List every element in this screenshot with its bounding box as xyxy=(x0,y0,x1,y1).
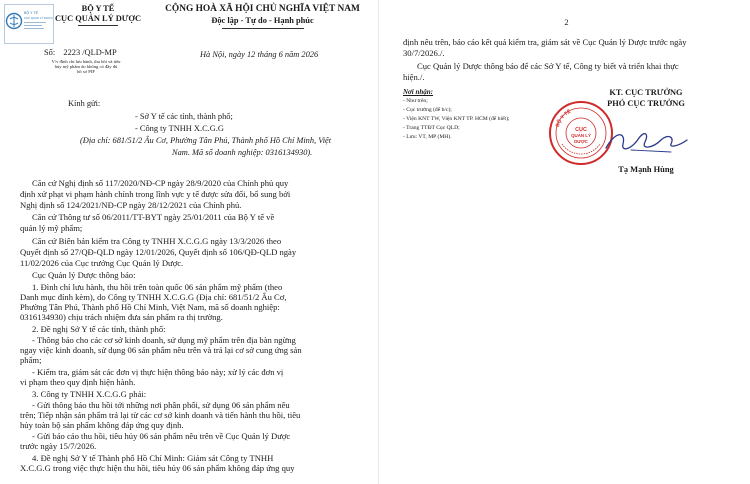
body-line: X.C.G.G trong việc thực hiện thu hồi, tiêu hủy 06 sản phẩm không đáp ứng quy xyxy=(20,463,295,473)
recipients-item: - Như trên; xyxy=(403,98,428,104)
subject-line: hủy mỹ phẩm do không có đầy đủ xyxy=(54,64,118,69)
body-line: 2. Đề nghị Sở Y tế các tỉnh, thành phố: xyxy=(32,324,166,334)
body-line: - Kiểm tra, giám sát các đơn vị thực hiện thông báo này; xử lý các đơn vị xyxy=(32,367,284,377)
body-line: 3. Công ty TNHH X.C.G.G phải: xyxy=(32,389,147,399)
svg-text:CỤC: CỤC xyxy=(575,127,587,133)
ministry-name: BỘ Y TẾ xyxy=(81,4,115,13)
recipients-item: - Viện KNT TW, Viện KNT TP. HCM (để biết); xyxy=(403,116,510,122)
body-line: - Gửi báo cáo thu hồi, tiêu hủy 06 sản phẩm nêu trên về Cục Quản lý Dược xyxy=(32,431,291,441)
svg-text:DƯỢC: DƯỢC xyxy=(574,139,588,144)
to-label: Kính gửi: xyxy=(68,99,101,108)
body-line: phẩm; xyxy=(20,355,42,365)
subject xyxy=(28,59,144,74)
signer-name: Tạ Mạnh Hùng xyxy=(618,165,674,174)
body-line: trước ngày 15/7/2026. xyxy=(20,441,97,451)
svg-text:QUẢN LÝ: QUẢN LÝ xyxy=(571,133,591,138)
recipients-item: - Trang TTĐT Cục QLD; xyxy=(403,125,460,131)
body-line: Căn cứ Nghị định số 117/2020/NĐ-CP ngày 28/9/2020 của Chính phủ quy xyxy=(32,178,289,188)
motto: Độc lập - Tự do - Hạnh phúc xyxy=(211,16,314,25)
body-line: 11/02/2026 của Cục trưởng Cục Quản lý Dược. xyxy=(20,258,184,268)
signer-title-1: KT. CỤC TRƯỞNG xyxy=(609,88,683,97)
recipients-title: Nơi nhận: xyxy=(403,88,434,96)
body-line: 0316134930) chịu trách nhiệm đưa sản phẩm ra thị trường. xyxy=(20,312,223,322)
body-line: Cục Quản lý Dược thông báo để các Sở Y tế, Công ty biết và triển khai thực xyxy=(417,61,679,71)
recipients-item: - Lưu: VT, MP (MH). xyxy=(403,134,452,140)
body-line: định nêu trên, báo cáo kết quả kiểm tra, giám sát về Cục Quản lý Dược trước ngày xyxy=(403,37,687,47)
body-line: Danh mục đính kèm), do Công ty TNHH X.C.G.G (Địa chỉ: 681/51/2 Âu Cơ, xyxy=(20,292,287,302)
body-line: 30/7/2026./. xyxy=(403,48,445,58)
header-rule-left xyxy=(78,25,118,26)
recipient-1: - Sở Y tế các tỉnh, thành phố; xyxy=(135,112,233,121)
country-name: CỘNG HOÀ XÃ HỘI CHỦ NGHĨA VIỆT NAM xyxy=(165,4,360,14)
recipient-address: (Địa chỉ: 681/51/2 Âu Cơ, Phường Tân Phú, Thành phố Hồ Chí Minh, Việt xyxy=(80,136,332,145)
recipients-item: - Cục trưởng (để b/c); xyxy=(403,107,452,113)
body-line: quản lý mỹ phẩm; xyxy=(20,223,83,233)
body-line: 4. Đề nghị Sở Y tế Thành phố Hồ Chí Minh: Giám sát Công ty TNHH xyxy=(32,453,274,463)
header-rule-right xyxy=(222,28,304,29)
doc-number xyxy=(44,48,117,57)
body-line: Căn cứ Biên bản kiểm tra Công ty TNHH X.C.G.G ngày 13/3/2026 theo xyxy=(32,236,282,246)
signature-icon xyxy=(601,120,691,160)
subject-line: hồ sơ PIF xyxy=(77,69,95,74)
body-line: Phường Tân Phú, Thành phố Hồ Chí Minh, Việt Nam, mã số doanh nghiệp: xyxy=(20,302,280,312)
body-line: vi phạm theo quy định hiện hành. xyxy=(20,377,136,387)
agency-logo-icon xyxy=(4,4,54,44)
signer-title-2: PHÓ CỤC TRƯỞNG xyxy=(607,99,685,108)
body-line: - Thông báo cho các cơ sở kinh doanh, sử dụng mỹ phẩm trên địa bàn ngừng xyxy=(32,335,296,345)
body-line: Căn cứ Thông tư số 06/2011/TT-BYT ngày 25/01/2011 của Bộ Y tế về xyxy=(32,212,275,222)
page-2 xyxy=(383,0,750,484)
body-line: hiện./. xyxy=(403,72,425,82)
logo-text: BỘ Y TẾ xyxy=(24,11,38,15)
subject-line: V/v đình chỉ lưu hành, thu hồi và tiêu xyxy=(51,59,121,64)
agency-name: CỤC QUẢN LÝ DƯỢC xyxy=(55,14,141,23)
doc-code: /QLD-MP xyxy=(82,48,117,57)
recipient-2: - Công ty TNHH X.C.G.G xyxy=(135,124,224,133)
svg-text:BỘ Y TẾ: BỘ Y TẾ xyxy=(554,108,573,128)
body-line: Nghị định số 124/2021/NĐ-CP ngày 28/12/2021 của Chính phủ. xyxy=(20,200,242,210)
place-date: Hà Nội, ngày 12 tháng 6 năm 2026 xyxy=(200,50,319,59)
body-line: hủy toàn bộ sản phẩm không đáp ứng quy định. xyxy=(20,420,184,430)
logo-text: CỤC QUẢN LÝ DƯỢC xyxy=(24,16,53,20)
body-line: Cục Quản lý Dược thông báo: xyxy=(32,270,136,280)
body-line: ngay việc kinh doanh, sử dụng 06 sản phẩm nêu trên và trả lại cơ sở cung ứng sản xyxy=(20,345,302,355)
page-divider xyxy=(378,0,379,484)
body-line: trên; Tiếp nhận sản phẩm trả lại từ các cơ sở kinh doanh và tiến hành thu hồi, tiêu xyxy=(20,410,301,420)
doc-number-value: 2223 xyxy=(63,48,81,57)
page-number: 2 xyxy=(564,18,569,27)
body-line: Quyết định số 27/QĐ-QLD ngày 12/01/2026, Quyết định số 106/QĐ-QLD ngày xyxy=(20,247,297,257)
body-line: - Gửi thông báo thu hồi tới những nơi phân phối, sử dụng 06 sản phẩm nêu xyxy=(32,400,290,410)
body-line: 1. Đình chỉ lưu hành, thu hồi trên toàn quốc 06 sản phẩm mỹ phẩm (theo xyxy=(32,282,283,292)
recipient-address: Nam. Mã số doanh nghiệp: 0316134930). xyxy=(172,148,313,157)
body-line: định xử phạt vi phạm hành chính trong lĩnh vực y tế được sửa đổi, bổ sung bởi xyxy=(20,189,291,199)
doc-number-label: Số: xyxy=(44,48,56,57)
